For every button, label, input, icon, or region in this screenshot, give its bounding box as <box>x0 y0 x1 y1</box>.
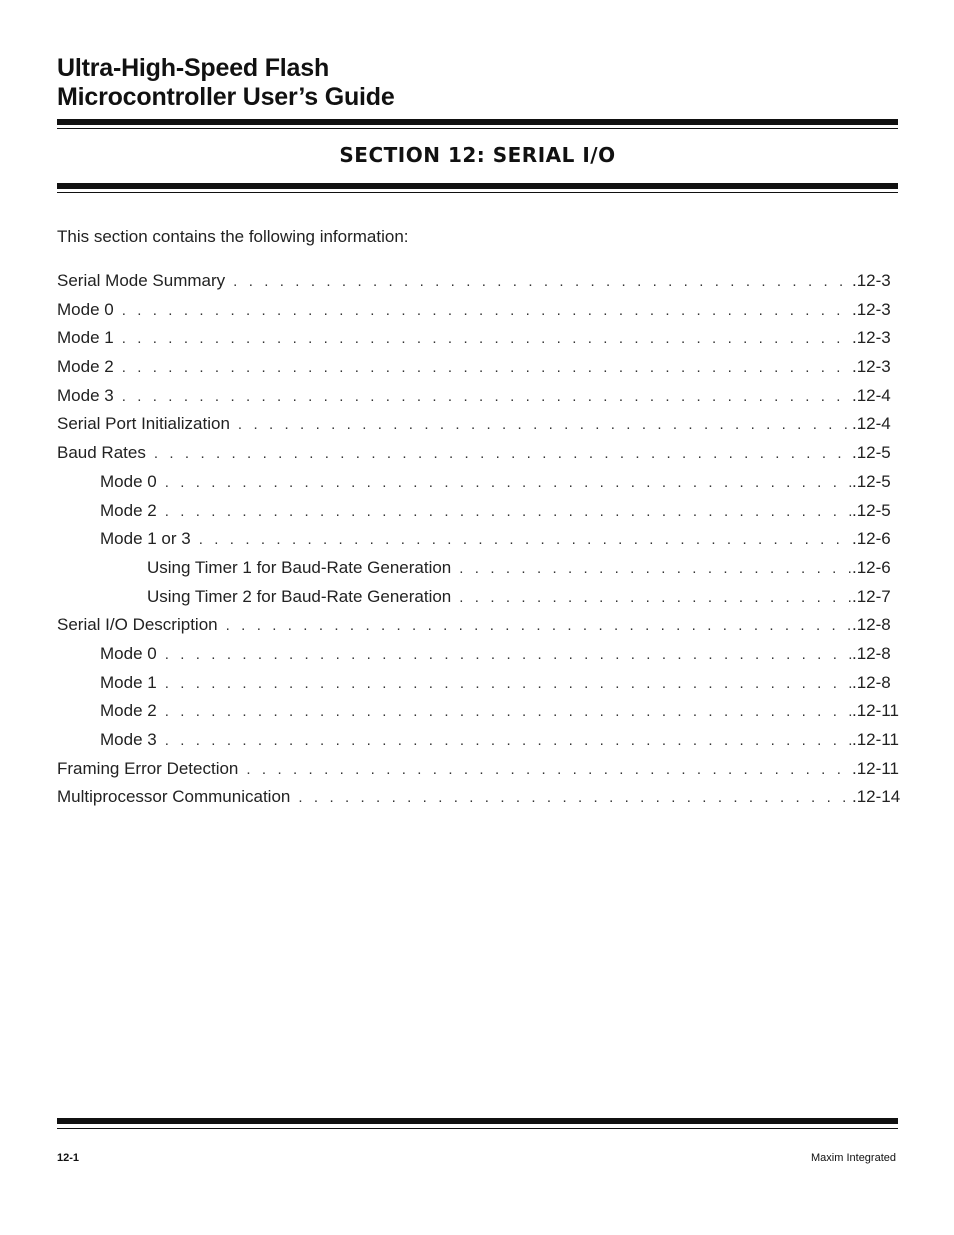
toc-entry[interactable] <box>57 673 902 702</box>
toc-entry-label: Serial Port Initialization <box>57 414 230 434</box>
toc-dot-leader <box>165 503 852 520</box>
toc-entry-page: .12-8 <box>852 615 891 635</box>
toc-entry-page: .12-11 <box>852 730 899 749</box>
toc-entry[interactable] <box>57 271 902 300</box>
toc-entry-page: .12-5 <box>852 443 891 463</box>
toc-entry-label: Using Timer 2 for Baud-Rate Generation <box>147 586 452 606</box>
toc-entry-page: .12-8 <box>852 672 891 692</box>
toc-dot-leader <box>233 273 852 290</box>
header-rule-thick <box>57 119 898 125</box>
toc-dot-leader <box>122 302 852 319</box>
toc-dot-leader <box>246 761 852 778</box>
toc-dot-leader <box>298 789 852 806</box>
toc-entry-label: Mode 0 <box>100 471 157 491</box>
toc-dot-leader <box>165 474 852 491</box>
footer-rule-thick <box>57 1118 898 1124</box>
toc-dot-leader <box>165 703 852 720</box>
section-rule-thick <box>57 183 898 189</box>
toc-entry-page: .12-11 <box>852 701 899 721</box>
toc-entry-label: Multiprocessor Communication <box>57 787 291 807</box>
toc-entry[interactable] <box>57 357 902 386</box>
toc-entry-page: .12-8 <box>852 643 891 663</box>
toc-dot-leader <box>122 388 852 405</box>
toc-entry[interactable] <box>57 472 902 501</box>
toc-entry[interactable] <box>57 529 902 558</box>
toc-entry[interactable] <box>57 644 902 673</box>
toc-entry[interactable] <box>57 787 902 816</box>
toc-entry-page: .12-3 <box>852 271 891 290</box>
toc-entry-page: .12-14 <box>852 787 901 807</box>
toc-entry[interactable] <box>57 587 902 616</box>
intro-text: This section contains the following information: <box>57 227 409 246</box>
toc-entry[interactable] <box>57 730 902 759</box>
toc-entry-page: .12-4 <box>852 385 891 405</box>
toc-entry-label: Mode 2 <box>100 701 157 721</box>
footer-page-number: 12-1 <box>57 1152 80 1164</box>
toc-entry-label: Mode 1 <box>57 328 114 348</box>
toc-entry-label: Mode 0 <box>100 643 157 663</box>
toc-entry-page: .12-11 <box>852 758 899 778</box>
toc-entry[interactable] <box>57 328 902 357</box>
toc-entry-page: .12-5 <box>852 471 891 491</box>
toc-entry-label: Mode 3 <box>100 730 157 749</box>
toc-entry-label: Baud Rates <box>57 443 146 463</box>
document-title-line-1: Ultra-High-Speed Flash <box>57 54 330 82</box>
toc-dot-leader <box>238 416 852 433</box>
toc-entry[interactable] <box>57 615 902 644</box>
toc-dot-leader <box>199 531 852 548</box>
toc-entry-label: Mode 1 or 3 <box>100 529 191 549</box>
toc-dot-leader <box>459 560 852 577</box>
toc-entry[interactable] <box>57 443 902 472</box>
toc-entry-label: Mode 2 <box>100 500 157 520</box>
toc-dot-leader <box>165 732 852 749</box>
toc-entry-page: .12-3 <box>852 328 891 348</box>
toc-entry-label: Serial Mode Summary <box>57 271 226 290</box>
toc-dot-leader <box>154 445 852 462</box>
toc-dot-leader <box>122 330 852 347</box>
toc-entry[interactable] <box>57 501 902 530</box>
toc-entry[interactable] <box>57 386 902 415</box>
section-heading: SECTION 12: SERIAL I/O <box>339 143 616 167</box>
toc-entry-page: .12-5 <box>852 500 891 520</box>
document-title-line-2: Microcontroller User’s Guide <box>57 83 395 111</box>
toc-entry-label: Mode 3 <box>57 385 114 405</box>
toc-entry[interactable] <box>57 300 902 329</box>
toc-entry[interactable] <box>57 558 902 587</box>
toc-dot-leader <box>165 646 852 663</box>
toc-entry-page: .12-7 <box>852 586 891 606</box>
toc-dot-leader <box>122 359 852 376</box>
toc-entry-label: Using Timer 1 for Baud-Rate Generation <box>147 557 452 577</box>
header-rule-thin <box>57 128 898 129</box>
toc-entry[interactable] <box>57 701 902 730</box>
toc-entry-label: Mode 2 <box>57 357 114 377</box>
table-of-contents <box>57 271 902 816</box>
footer-rule-thin <box>57 1128 898 1129</box>
document-title <box>57 54 757 112</box>
toc-dot-leader <box>459 589 852 606</box>
toc-dot-leader <box>165 675 852 692</box>
toc-entry-label: Framing Error Detection <box>57 758 239 778</box>
toc-entry-page: .12-4 <box>852 414 891 434</box>
toc-entry-label: Mode 0 <box>57 299 114 319</box>
toc-entry[interactable] <box>57 759 902 788</box>
toc-entry-label: Mode 1 <box>100 672 157 692</box>
toc-entry-label: Serial I/O Description <box>57 615 218 635</box>
toc-entry-page: .12-6 <box>852 529 891 549</box>
toc-entry[interactable] <box>57 414 902 443</box>
toc-dot-leader <box>226 617 852 634</box>
section-rule-thin <box>57 192 898 193</box>
footer-company: Maxim Integrated <box>811 1152 896 1164</box>
toc-entry-page: .12-3 <box>852 357 891 377</box>
toc-entry-page: .12-3 <box>852 299 891 319</box>
toc-entry-page: .12-6 <box>852 557 891 577</box>
